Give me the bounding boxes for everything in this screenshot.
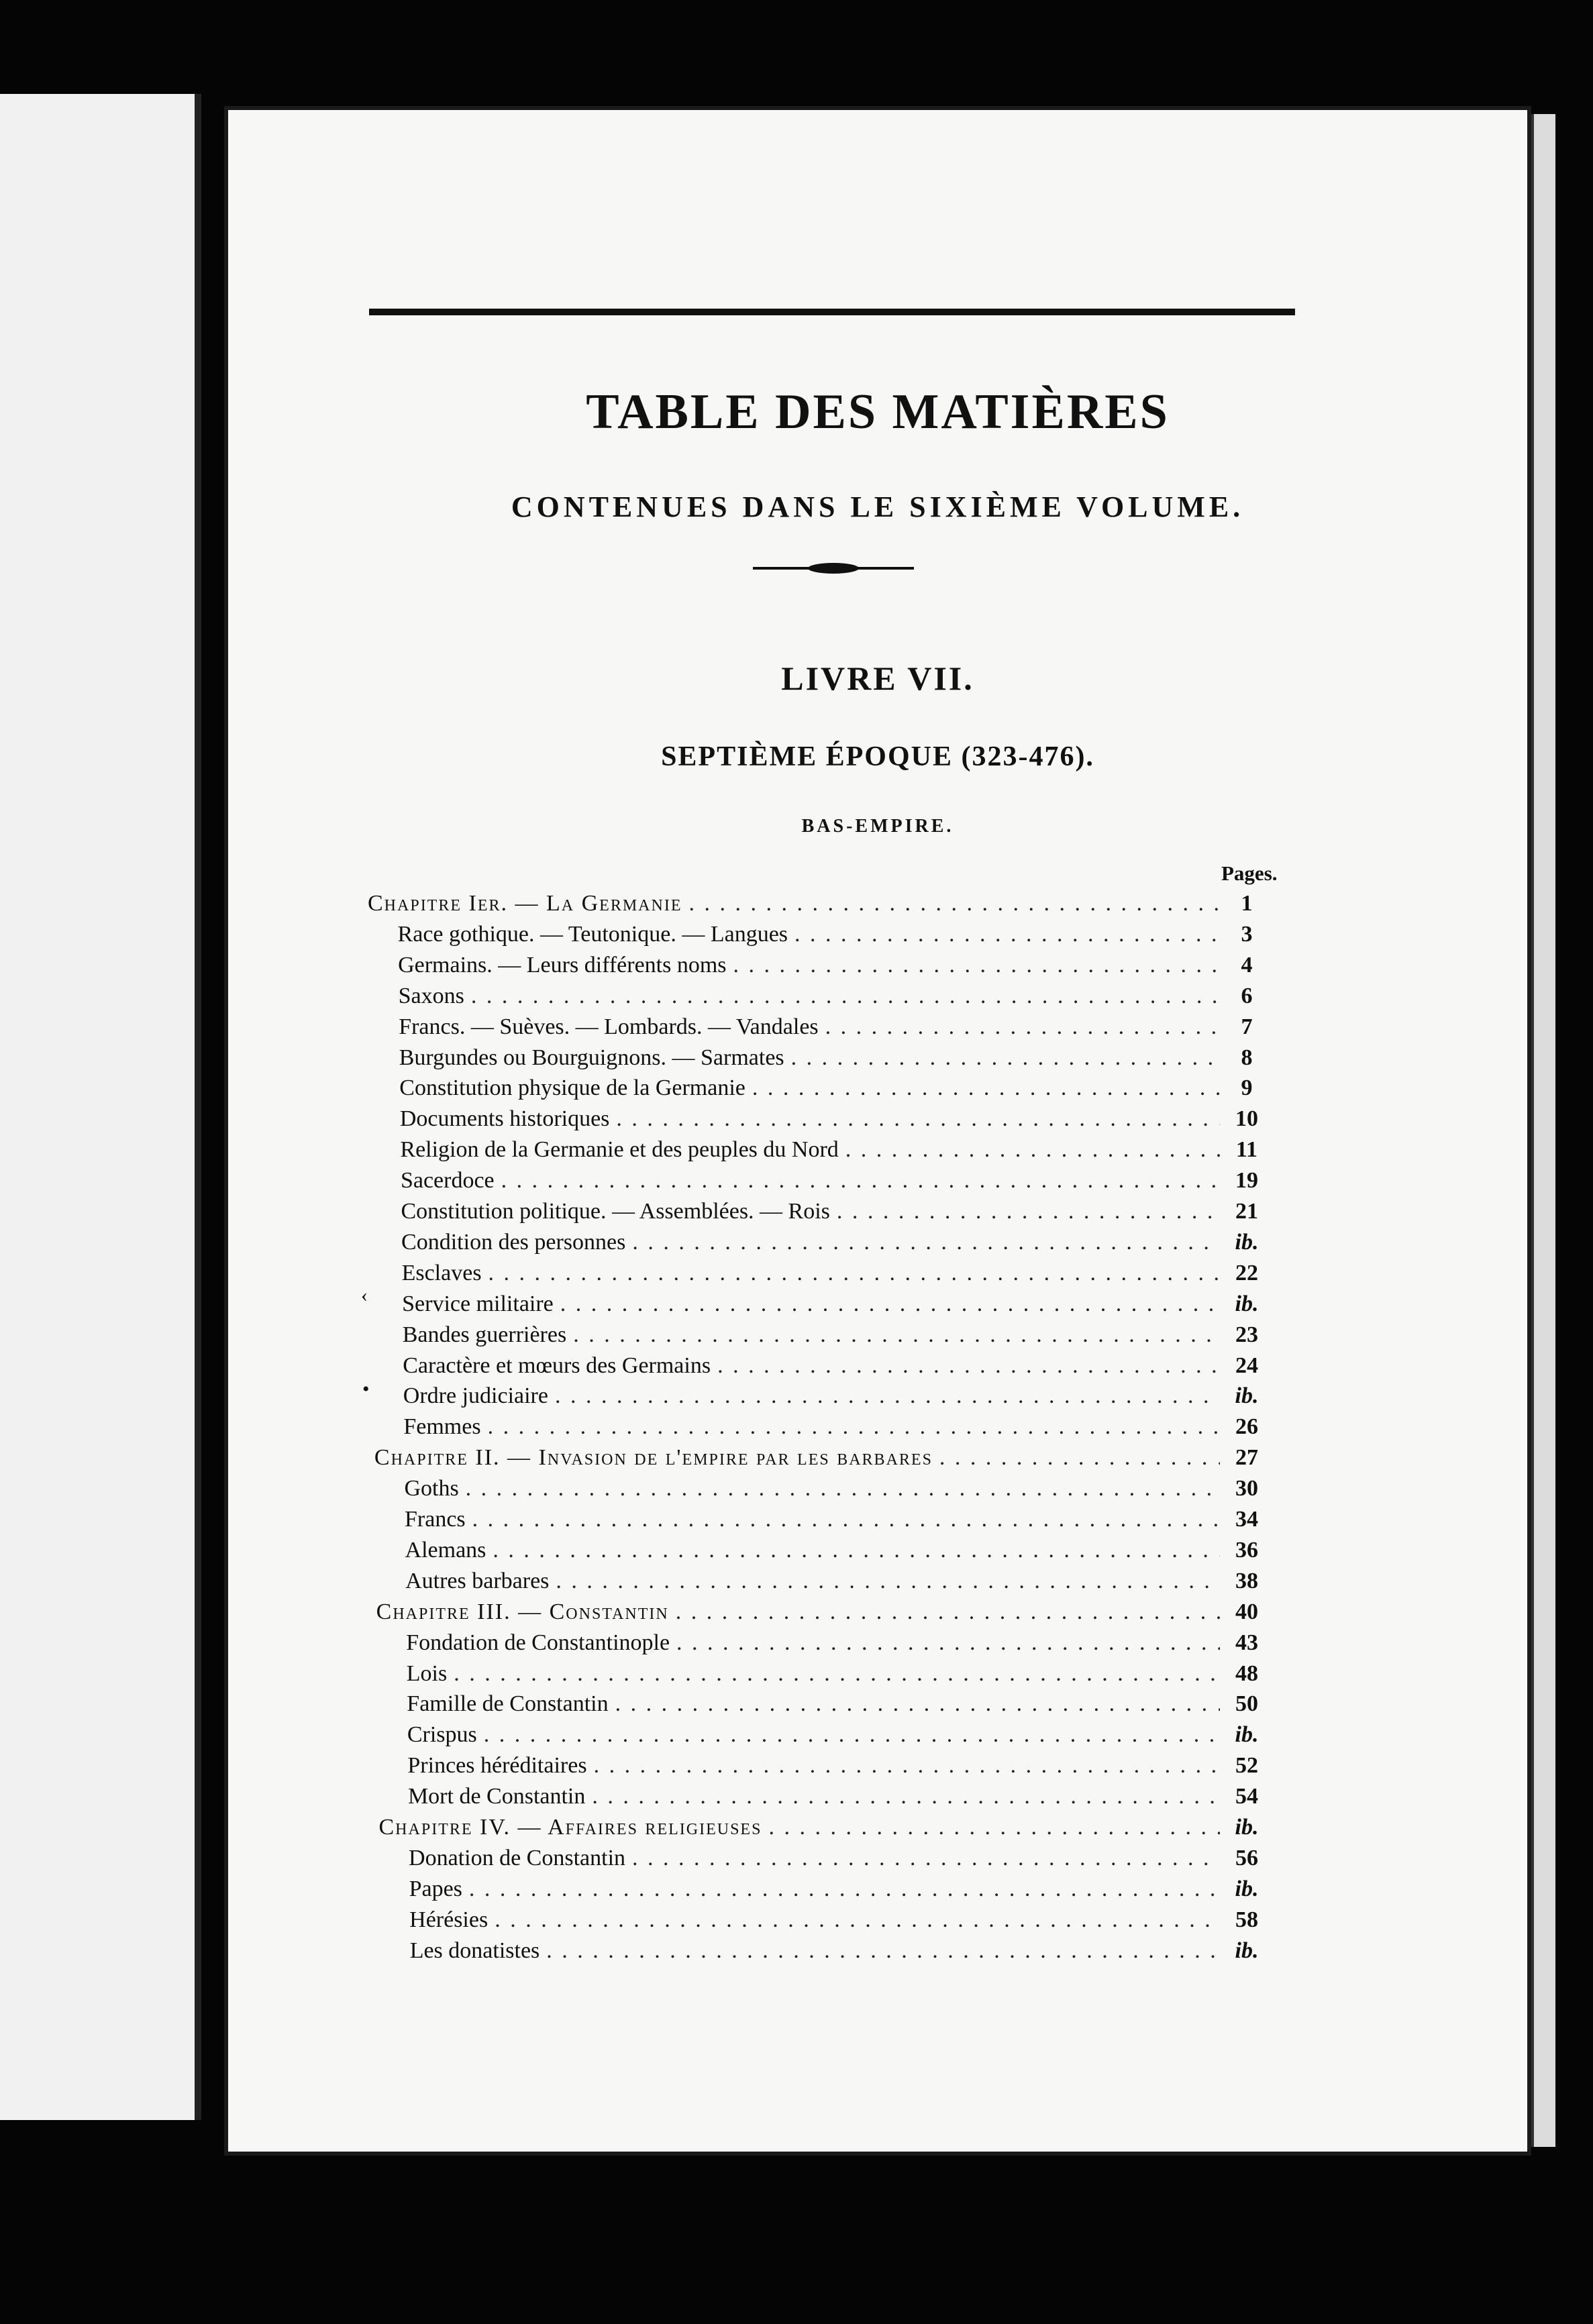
toc-entry-label: Chapitre II. — Invasion de l'empire par les barbares — [374, 1445, 933, 1471]
toc-page-number: 26 — [1235, 1414, 1258, 1440]
toc-entry-label: Autres barbares — [405, 1568, 550, 1593]
toc-page-number: 34 — [1235, 1507, 1258, 1532]
toc-page-number: 43 — [1235, 1630, 1258, 1655]
toc-entry-label: Bandes guerrières — [402, 1322, 567, 1347]
dot-leader — [493, 1535, 1220, 1566]
toc-entry-label: Burgundes ou Bourguignons. — Sarmates — [399, 1045, 784, 1070]
toc-entry-label: Service militaire — [402, 1291, 554, 1316]
dot-leader — [615, 1689, 1220, 1720]
toc-page-number: 24 — [1235, 1353, 1258, 1378]
toc-entry-label: Francs — [405, 1507, 466, 1532]
dot-leader — [454, 1658, 1220, 1689]
toc-page-number: 21 — [1235, 1199, 1258, 1224]
dot-leader — [717, 1351, 1220, 1381]
dot-leader — [555, 1381, 1220, 1412]
dot-leader — [939, 1442, 1220, 1473]
toc-page-number: ib. — [1235, 1722, 1259, 1748]
toc-entry-label: Race gothique. — Teutonique. — Langues — [397, 921, 788, 947]
dot-leader — [495, 1905, 1220, 1936]
toc-entry-row — [400, 1134, 1267, 1165]
toc-entry-row — [406, 1628, 1267, 1658]
toc-page-number: 58 — [1235, 1907, 1258, 1932]
toc-entry-row — [405, 1504, 1267, 1535]
toc-page-number: 19 — [1235, 1168, 1258, 1194]
toc-page-number: 36 — [1235, 1537, 1258, 1563]
toc-entry-row — [399, 1012, 1267, 1043]
toc-entry-label: Crispus — [407, 1722, 477, 1748]
toc-page-number: 11 — [1235, 1137, 1258, 1163]
toc-entry-row — [400, 1104, 1267, 1134]
toc-entry-row — [410, 1936, 1267, 1966]
epoch-heading: SEPTIÈME ÉPOQUE (323-476). — [661, 741, 1094, 772]
toc-page-number: ib. — [1235, 1383, 1259, 1409]
toc-page-number: 38 — [1235, 1568, 1258, 1593]
toc-page-number: 40 — [1235, 1599, 1258, 1624]
book-heading: LIVRE VII. — [781, 659, 974, 697]
dot-leader — [592, 1781, 1220, 1812]
toc-page-number: 30 — [1235, 1476, 1258, 1501]
dot-leader — [594, 1750, 1220, 1781]
dot-leader — [768, 1812, 1220, 1843]
toc-page-number: 52 — [1235, 1753, 1258, 1779]
toc-entry-label: Papes — [409, 1876, 462, 1901]
toc-page-number: 48 — [1235, 1660, 1258, 1686]
toc-entry-row — [402, 1289, 1267, 1320]
toc-entry-label: Documents historiques — [399, 1106, 610, 1132]
book-page — [224, 106, 1531, 2156]
toc-chapter-row — [374, 1442, 1267, 1473]
toc-entry-row — [407, 1750, 1267, 1781]
toc-entry-row — [403, 1412, 1267, 1442]
toc-page-number: 3 — [1241, 921, 1253, 947]
toc-entry-row — [403, 1351, 1267, 1381]
toc-entry-label: Chapitre Ier. — La Germanie — [368, 891, 682, 916]
toc-entry-label: Princes héréditaires — [407, 1753, 587, 1779]
toc-page-number: 56 — [1235, 1845, 1258, 1870]
dot-leader — [676, 1597, 1220, 1628]
dot-leader — [688, 888, 1220, 919]
toc-entry-row — [405, 1535, 1267, 1566]
toc-page-number: ib. — [1235, 1876, 1259, 1901]
toc-entry-label: Les donatistes — [409, 1938, 540, 1963]
adjacent-page-edge — [0, 94, 201, 2120]
toc-chapter-row — [368, 888, 1267, 919]
toc-page-number: 22 — [1235, 1260, 1258, 1285]
dot-leader — [791, 1043, 1220, 1073]
toc-entry-label: Chapitre IV. — Affaires religieuses — [378, 1815, 762, 1840]
toc-entry-row — [407, 1689, 1267, 1720]
toc-entry-label: Famille de Constantin — [407, 1691, 609, 1717]
toc-entry-label: Francs. — Suèves. — Lombards. — Vandales — [399, 1014, 819, 1039]
dot-leader — [546, 1936, 1220, 1966]
dot-leader — [845, 1134, 1220, 1165]
ornament-divider-icon — [753, 560, 914, 577]
toc-entry-label: Donation de Constantin — [409, 1845, 626, 1870]
toc-entry-label: Fondation de Constantinople — [406, 1630, 670, 1655]
toc-entry-label: Germains. — Leurs différents noms — [398, 952, 727, 978]
dot-leader — [632, 1843, 1220, 1874]
toc-entry-label: Religion de la Germanie et des peuples du Nord — [400, 1137, 839, 1163]
toc-entry-row — [409, 1905, 1267, 1936]
toc-entry-row — [403, 1320, 1267, 1351]
toc-entry-row — [404, 1473, 1267, 1504]
toc-page-number: 9 — [1241, 1075, 1253, 1101]
page-fore-edge — [1531, 114, 1555, 2147]
section-heading: BAS-EMPIRE. — [801, 816, 954, 837]
dot-leader — [837, 1196, 1220, 1227]
toc-entry-row — [401, 1165, 1267, 1196]
toc-page-number: 6 — [1241, 983, 1253, 1008]
toc-entry-row — [399, 1073, 1267, 1104]
toc-entry-row — [409, 1843, 1267, 1874]
toc-page-number: 7 — [1241, 1014, 1253, 1039]
dot-leader — [484, 1720, 1220, 1750]
dot-leader — [825, 1012, 1220, 1043]
toc-entry-row — [407, 1720, 1267, 1750]
dot-leader — [794, 919, 1220, 950]
toc-entry-label: Sacerdoce — [400, 1168, 495, 1194]
toc-entry-label: Constitution politique. — Assemblées. — Rois — [401, 1199, 830, 1224]
toc-entry-label: Constitution physique de la Germanie — [399, 1075, 746, 1101]
toc-entry-label: Caractère et mœurs des Germains — [403, 1353, 711, 1378]
dot-leader — [471, 981, 1220, 1012]
toc-entry-label: Lois — [406, 1660, 448, 1686]
toc-chapter-row — [379, 1812, 1268, 1843]
page-title: TABLE DES MATIÈRES — [586, 384, 1170, 439]
margin-mark: ‹ — [361, 1284, 368, 1306]
dot-leader — [501, 1165, 1220, 1196]
dot-leader — [556, 1566, 1220, 1597]
toc-entry-row — [409, 1874, 1267, 1905]
toc-entry-label: Mort de Constantin — [407, 1784, 586, 1809]
dot-leader — [489, 1258, 1220, 1289]
toc-entry-row — [408, 1781, 1267, 1812]
dot-leader — [616, 1104, 1220, 1134]
toc-page-number: ib. — [1235, 1291, 1259, 1316]
toc-page-number: 10 — [1235, 1106, 1258, 1132]
toc-page-number: ib. — [1235, 1229, 1259, 1255]
toc-entry-label: Esclaves — [401, 1260, 482, 1285]
dot-leader — [573, 1320, 1220, 1351]
toc-page-number: 23 — [1235, 1322, 1258, 1347]
top-rule — [369, 309, 1295, 315]
toc-entry-row — [401, 1196, 1268, 1227]
dot-leader — [488, 1412, 1220, 1442]
toc-entry-label: Condition des personnes — [401, 1229, 626, 1255]
toc-entry-label: Chapitre III. — Constantin — [376, 1599, 669, 1624]
toc-chapter-row — [376, 1597, 1267, 1628]
dot-leader — [472, 1504, 1220, 1535]
toc-entry-row — [401, 1227, 1267, 1258]
page-subtitle: CONTENUES DANS LE SIXIÈME VOLUME. — [511, 490, 1245, 523]
toc-entry-label: Alemans — [405, 1537, 486, 1563]
toc-entry-row — [405, 1566, 1267, 1597]
toc-entry-label: Hérésies — [409, 1907, 489, 1932]
toc-entry-row — [403, 1381, 1267, 1412]
dot-leader — [733, 950, 1220, 981]
toc-page-number: 4 — [1241, 952, 1253, 978]
toc-page-number: 54 — [1235, 1784, 1258, 1809]
toc-entry-row — [399, 981, 1267, 1012]
toc-page-number: 1 — [1241, 891, 1253, 916]
toc-page-number: ib. — [1235, 1938, 1259, 1963]
toc-page-number: 27 — [1235, 1445, 1258, 1471]
dot-leader — [469, 1874, 1220, 1905]
toc-entry-row — [407, 1658, 1267, 1689]
pages-column-header: Pages. — [1221, 861, 1278, 885]
toc-entry-row — [398, 919, 1267, 950]
dot-leader — [466, 1473, 1220, 1504]
toc-page-number: 8 — [1241, 1045, 1253, 1070]
dot-leader — [752, 1073, 1220, 1104]
toc-entry-row — [398, 950, 1267, 981]
dot-leader — [560, 1289, 1220, 1320]
toc-entry-label: Goths — [404, 1476, 459, 1501]
toc-entry-row — [399, 1043, 1267, 1073]
toc-entry-label: Femmes — [403, 1414, 481, 1440]
margin-mark: • — [362, 1378, 370, 1400]
toc-entry-label: Ordre judiciaire — [403, 1383, 548, 1409]
toc-page-number: ib. — [1235, 1815, 1259, 1840]
dot-leader — [632, 1227, 1220, 1258]
toc-entry-row — [402, 1258, 1267, 1289]
toc-page-number: 50 — [1235, 1691, 1258, 1717]
toc-entry-label: Saxons — [398, 983, 464, 1008]
dot-leader — [676, 1628, 1220, 1658]
